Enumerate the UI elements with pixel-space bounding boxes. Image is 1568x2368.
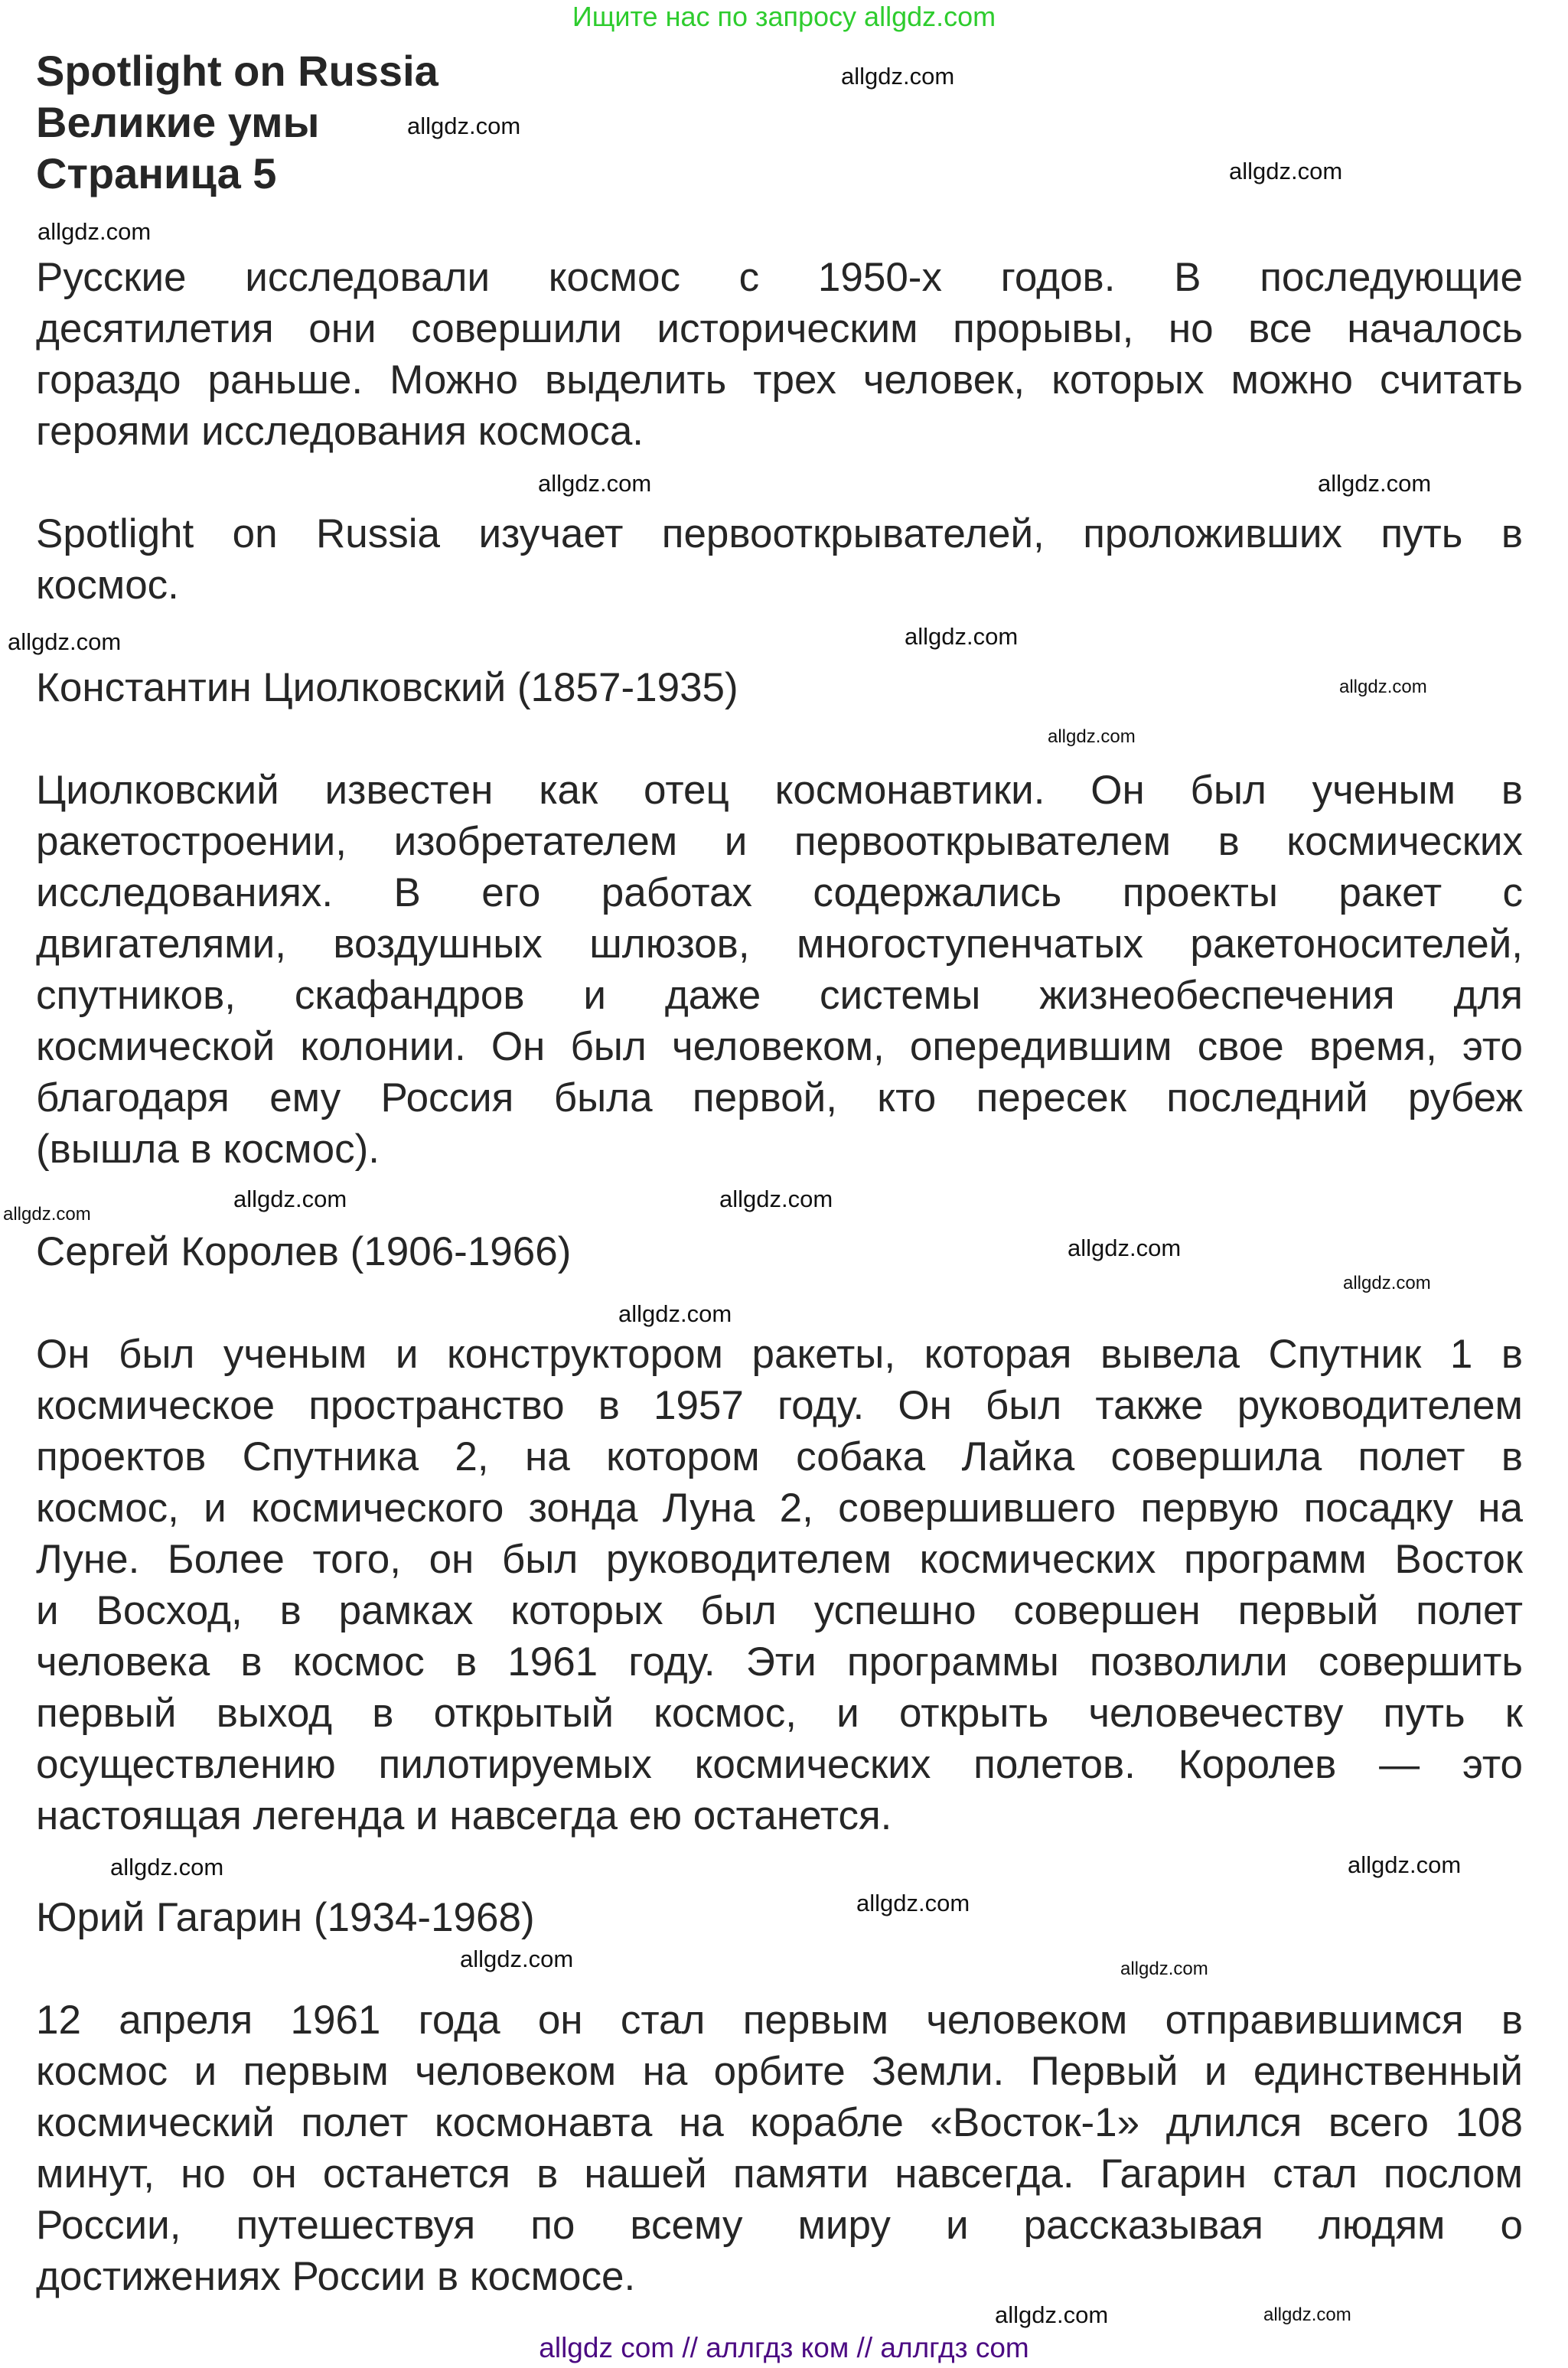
paragraph-line: космос, и космического зонда Луна 2, совершившего первую посадку на <box>36 1486 1523 1531</box>
watermark: allgdz.com <box>995 2301 1109 2328</box>
paragraph-line: спутников, скафандров и даже системы жизнеобеспечения для <box>36 973 1523 1018</box>
watermark: allgdz.com <box>1120 1959 1208 1979</box>
watermark: allgdz.com <box>1343 1273 1431 1293</box>
watermark: allgdz.com <box>407 113 521 139</box>
paragraph-line: Русские исследовали космос с 1950-х годов. В последующие <box>36 255 1523 300</box>
paragraph-line: Циолковский известен как отец космонавтики. Он был ученым в <box>36 768 1523 813</box>
watermark: allgdz.com <box>460 1946 574 1972</box>
page-number-title: Страница 5 <box>36 149 277 197</box>
watermark: allgdz.com <box>719 1186 833 1212</box>
watermark: allgdz.com <box>1229 158 1343 184</box>
book-title: Spotlight on Russia <box>36 47 438 95</box>
watermark: allgdz.com <box>110 1854 224 1880</box>
paragraph-line: осуществлению пилотируемых космических полетов. Королев — это <box>36 1742 1523 1787</box>
paragraph-line: гораздо раньше. Можно выделить трех человек, которых можно считать <box>36 357 1523 403</box>
watermark: allgdz.com <box>1318 470 1432 497</box>
footer-links[interactable]: allgdz com // аллгдз ком // аллгдз com <box>539 2332 1029 2363</box>
watermark: allgdz.com <box>37 218 152 245</box>
watermark: allgdz.com <box>538 470 652 497</box>
watermark: allgdz.com <box>233 1186 347 1212</box>
paragraph-line: человека в космос в 1961 году. Эти программы позволили совершить <box>36 1639 1523 1685</box>
watermark: allgdz.com <box>856 1890 970 1916</box>
heading-tsiolkovsky: Константин Циолковский (1857-1935) <box>36 665 738 710</box>
paragraph-line: ракетостроении, изобретателем и первооткрывателем в космических <box>36 819 1523 864</box>
paragraph-line: и Восход, в рамках которых был успешно совершен первый полет <box>36 1588 1523 1633</box>
paragraph-line: космос и первым человеком на орбите Земли. Первый и единственный <box>36 2049 1523 2094</box>
paragraph-line: Он был ученым и конструктором ракеты, которая вывела Спутник 1 в <box>36 1332 1523 1377</box>
watermark: allgdz.com <box>3 1204 91 1225</box>
watermark: allgdz.com <box>1339 677 1427 697</box>
paragraph-line: исследованиях. В его работах содержались проекты ракет с <box>36 870 1523 915</box>
paragraph-line: 12 апреля 1961 года он стал первым человеком отправившимся в <box>36 1998 1523 2043</box>
paragraph-line: достижениях России в космосе. <box>36 2254 636 2299</box>
paragraph-line: (вышла в космос). <box>36 1127 380 1172</box>
paragraph-line: благодаря ему Россия была первой, кто пересек последний рубеж <box>36 1075 1523 1120</box>
watermark: allgdz.com <box>841 63 955 90</box>
korolev-paragraph <box>36 1329 1523 1841</box>
paragraph-line: двигателями, воздушных шлюзов, многоступенчатых ракетоносителей, <box>36 921 1523 967</box>
watermark: allgdz.com <box>905 623 1019 650</box>
intro-paragraph <box>36 252 1523 457</box>
watermark: allgdz.com <box>618 1300 732 1327</box>
section-title: Великие умы <box>36 98 320 146</box>
watermark: allgdz.com <box>1068 1235 1182 1261</box>
tsiolkovsky-paragraph <box>36 765 1523 1175</box>
paragraph-line: Луне. Более того, он был руководителем космических программ Восток <box>36 1537 1523 1582</box>
heading-korolev: Сергей Королев (1906-1966) <box>36 1229 572 1274</box>
search-banner[interactable]: Ищите нас по запросу allgdz.com <box>572 1 996 32</box>
spotlight-paragraph <box>36 508 1523 611</box>
paragraph-line: героями исследования космоса. <box>36 409 644 454</box>
paragraph-line: Spotlight on Russia изучает первооткрывателей, проложивших путь в <box>36 511 1523 556</box>
paragraph-line: России, путешествуя по всему миру и рассказывая людям о <box>36 2203 1523 2248</box>
paragraph-line: десятилетия они совершили историческим прорывы, но все началось <box>36 306 1523 351</box>
gagarin-paragraph <box>36 1995 1523 2302</box>
paragraph-line: космический полет космонавта на корабле «Восток-1» длился всего 108 <box>36 2100 1523 2145</box>
paragraph-line: проектов Спутника 2, на котором собака Лайка совершила полет в <box>36 1434 1523 1479</box>
paragraph-line: космическое пространство в 1957 году. Он был также руководителем <box>36 1383 1523 1428</box>
paragraph-line: настоящая легенда и навсегда ею останется. <box>36 1793 892 1838</box>
watermark: allgdz.com <box>1263 2304 1351 2325</box>
watermark: allgdz.com <box>1348 1851 1462 1878</box>
heading-gagarin: Юрий Гагарин (1934-1968) <box>36 1895 535 1940</box>
paragraph-line: минут, но он останется в нашей памяти навсегда. Гагарин стал послом <box>36 2151 1523 2197</box>
paragraph-line: космос. <box>36 563 179 608</box>
paragraph-line: первый выход в открытый космос, и открыть человечеству путь к <box>36 1691 1523 1736</box>
paragraph-line: космической колонии. Он был человеком, опередившим свое время, это <box>36 1024 1523 1069</box>
watermark: allgdz.com <box>1048 726 1136 747</box>
watermark: allgdz.com <box>8 628 122 655</box>
